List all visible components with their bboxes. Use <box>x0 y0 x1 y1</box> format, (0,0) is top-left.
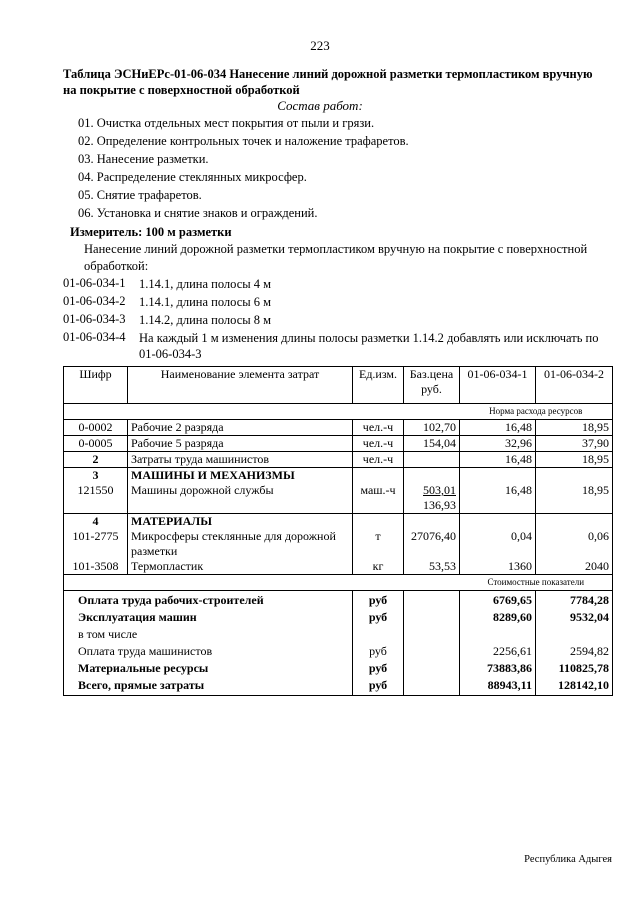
cell-v1: 16,48 <box>460 420 536 436</box>
cell-name: Микросферы стеклянные для дорожной разметки <box>128 529 353 559</box>
cell-unit: маш.-ч <box>353 483 404 514</box>
cell-v2: 0,06 <box>536 529 613 559</box>
cell-price-secondary: 136,93 <box>423 498 456 512</box>
footer-region: Республика Адыгея <box>524 854 612 865</box>
summary-v2: 9532,04 <box>536 608 613 625</box>
cell-unit: чел.-ч <box>353 436 404 452</box>
cell-price: 102,70 <box>404 420 460 436</box>
code-number: 01-06-034-3 <box>63 312 126 326</box>
header-price: Баз.цена руб. <box>404 367 460 404</box>
summary-unit <box>353 625 404 642</box>
cell-shifr: 2 <box>64 452 128 468</box>
cell-name: Рабочие 2 разряда <box>128 420 353 436</box>
summary-name: Оплата труда рабочих-строителей <box>64 591 353 609</box>
cell-v1: 16,48 <box>460 483 536 514</box>
cost-caption: Стоимостные показатели <box>460 575 613 591</box>
section-machines: МАШИНЫ И МЕХАНИЗМЫ <box>128 468 353 484</box>
header-col2: 01-06-034-2 <box>536 367 613 404</box>
cell-v1: 32,96 <box>460 436 536 452</box>
cell-shifr: 101-2775 <box>64 529 128 559</box>
header-shifr: Шифр <box>64 367 128 404</box>
code-number: 01-06-034-4 <box>63 330 126 344</box>
cell-v2: 18,95 <box>536 483 613 514</box>
summary-name: в том числе <box>64 625 353 642</box>
work-item: 04. Распределение стеклянных микросфер. <box>78 170 307 184</box>
summary-row <box>64 591 613 609</box>
summary-v1: 88943,11 <box>460 676 536 696</box>
code-number: 01-06-034-2 <box>63 294 126 308</box>
table-row <box>64 529 613 559</box>
cell-shifr: 0-0002 <box>64 420 128 436</box>
cell-price: 154,04 <box>404 436 460 452</box>
resources-table <box>63 366 613 696</box>
cell-unit: т <box>353 529 404 559</box>
cell-name: Машины дорожной службы <box>128 483 353 514</box>
table-row <box>64 468 613 484</box>
summary-name: Эксплуатация машин <box>64 608 353 625</box>
cell-unit: чел.-ч <box>353 420 404 436</box>
description: Нанесение линий дорожной разметки термопластиком вручную на покрытие с поверхностной обработкой: <box>84 242 588 273</box>
cell-price: 503,01 <box>423 483 456 497</box>
summary-name: Материальные ресурсы <box>64 659 353 676</box>
cell-v2: 2040 <box>536 559 613 575</box>
summary-v1: 2256,61 <box>460 642 536 659</box>
page-number: 223 <box>310 38 330 53</box>
summary-v2 <box>536 625 613 642</box>
table-row <box>64 452 613 468</box>
table-row <box>64 514 613 530</box>
cell-v2: 18,95 <box>536 452 613 468</box>
cell-shifr: 0-0005 <box>64 436 128 452</box>
summary-v1 <box>460 625 536 642</box>
summary-row <box>64 676 613 696</box>
cell-shifr: 101-3508 <box>64 559 128 575</box>
summary-v1: 73883,86 <box>460 659 536 676</box>
summary-row <box>64 642 613 659</box>
summary-row <box>64 608 613 625</box>
cell-v2: 18,95 <box>536 420 613 436</box>
summary-v2: 110825,78 <box>536 659 613 676</box>
work-item: 01. Очистка отдельных мест покрытия от пыли и грязи. <box>78 116 375 130</box>
table-title: Таблица ЭСНиЕРс-01-06-034 Нанесение линий дорожной разметки термопластиком вручную на покрытие с поверхностной обработкой <box>63 67 593 97</box>
cell-shifr: 4 <box>64 514 128 530</box>
table-row <box>64 483 613 514</box>
code-text: На каждый 1 м изменения длины полосы разметки 1.14.2 добавлять или исключать по 01-06-034-3 <box>139 331 599 361</box>
cell-name: Рабочие 5 разряда <box>128 436 353 452</box>
work-composition-heading: Состав работ: <box>277 98 363 113</box>
cell-name: Затраты труда машинистов <box>128 452 353 468</box>
code-text: 1.14.1, длина полосы 6 м <box>139 295 272 309</box>
work-item: 05. Снятие трафаретов. <box>78 188 202 202</box>
meter-line: Измеритель: 100 м разметки <box>70 225 232 239</box>
summary-unit: руб <box>353 642 404 659</box>
summary-v1: 6769,65 <box>460 591 536 609</box>
summary-unit: руб <box>353 676 404 696</box>
summary-v2: 2594,82 <box>536 642 613 659</box>
table-row <box>64 436 613 452</box>
cell-shifr: 3 <box>64 468 128 484</box>
header-unit: Ед.изм. <box>353 367 404 404</box>
code-number: 01-06-034-1 <box>63 276 126 290</box>
summary-unit: руб <box>353 659 404 676</box>
summary-row <box>64 625 613 642</box>
summary-unit: руб <box>353 608 404 625</box>
cell-price: 53,53 <box>404 559 460 575</box>
code-text: 1.14.1, длина полосы 4 м <box>139 277 272 291</box>
work-item: 02. Определение контрольных точек и наложение трафаретов. <box>78 134 409 148</box>
cell-v1: 16,48 <box>460 452 536 468</box>
cell-price <box>404 452 460 468</box>
summary-v2: 7784,28 <box>536 591 613 609</box>
summary-row <box>64 659 613 676</box>
summary-v1: 8289,60 <box>460 608 536 625</box>
cell-v1: 1360 <box>460 559 536 575</box>
summary-unit: руб <box>353 591 404 609</box>
table-row <box>64 420 613 436</box>
table-row <box>64 559 613 575</box>
cell-price: 27076,40 <box>404 529 460 559</box>
header-col1: 01-06-034-1 <box>460 367 536 404</box>
norm-caption: Норма расхода ресурсов <box>460 404 613 420</box>
work-item: 06. Установка и снятие знаков и ограждений. <box>78 206 318 220</box>
cell-v1: 0,04 <box>460 529 536 559</box>
cell-unit: чел.-ч <box>353 452 404 468</box>
cell-shifr: 121550 <box>64 483 128 514</box>
cell-name: Термопластик <box>128 559 353 575</box>
cell-v2: 37,90 <box>536 436 613 452</box>
summary-name: Оплата труда машинистов <box>64 642 353 659</box>
section-materials: МАТЕРИАЛЫ <box>128 514 353 530</box>
summary-v2: 128142,10 <box>536 676 613 696</box>
header-name: Наименование элемента затрат <box>128 367 353 404</box>
summary-name: Всего, прямые затраты <box>64 676 353 696</box>
code-text: 1.14.2, длина полосы 8 м <box>139 313 272 327</box>
work-item: 03. Нанесение разметки. <box>78 152 209 166</box>
cell-unit: кг <box>353 559 404 575</box>
